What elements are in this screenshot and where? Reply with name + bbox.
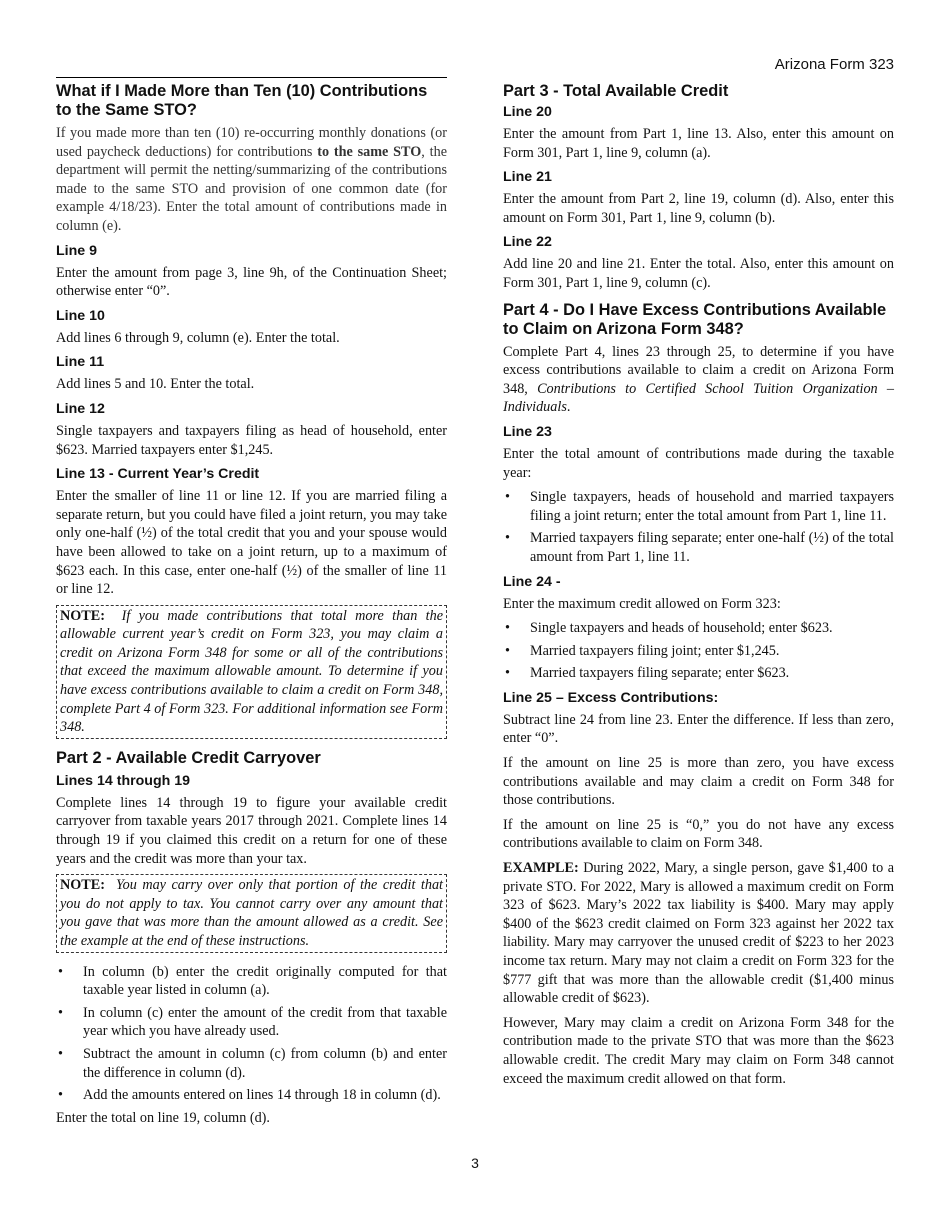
lines-14-19-heading: Lines 14 through 19 bbox=[56, 772, 191, 789]
part-2-title: Part 2 - Available Credit Carryover bbox=[56, 748, 321, 767]
list-item: • In column (c) enter the amount of the credit from that taxable year which you have already used. bbox=[58, 1004, 447, 1040]
right-column bbox=[503, 82, 894, 1094]
line-13-text: Enter the smaller of line 11 or line 12. If you are married filing a separate return, but you could have filed a joint return, you may take only one-half (½) of the total credit that you and your spouse would have been allowed to take on a joint return, up to a maximum of $623 each. In this case, enter one-half (½) of the smaller of line 11 or line 12. bbox=[56, 488, 447, 598]
line-20-text: Enter the amount from Part 1, line 13. Also, enter this amount on Form 301, Part 1, line 9, column (a). bbox=[503, 126, 894, 161]
list-item: • Married taxpayers filing joint; enter $1,245. bbox=[505, 642, 780, 659]
list-item: • Single taxpayers, heads of household and married taxpayers filing a joint return; enter the total amount from Part 1, line 11. bbox=[505, 489, 894, 524]
lines-14-19-text: Complete lines 14 through 19 to figure your available credit carryover from taxable years 2017 through 2021. Complete lines 14 through 19 if you claimed this credit on a return for one of these years and the credit was more than your tax. bbox=[56, 794, 447, 867]
line-9-heading: Line 9 bbox=[56, 242, 97, 259]
example-text: EXAMPLE: During 2022, Mary, a single person, gave $1,400 to a private STO. For 2022, Mary is allowed a maximum credit on Form 323 of $623. Mary’s 2022 tax liability is $400. Mary may apply $400 of the $623 credit claimed on Form 323 against her 2022 tax liability. Mary may carryover the unused credit of $223 to her 2023 income tax return. Mary may not claim a credit on Form 323 for the $777 gift that was more than the allowable credit ($1,400 minus allowable credit of $623). bbox=[503, 860, 894, 1007]
part-3-title: Part 3 - Total Available Credit bbox=[503, 82, 729, 100]
note-text: You may carry over only that portion of the credit that you do not apply to tax. You cannot carry over any amount that you gave that was more than the amount allowed as a credit. See the example at the end of these instructions. bbox=[60, 877, 443, 949]
line-24-text: Enter the maximum credit allowed on Form 323: bbox=[503, 595, 781, 612]
line-11-text: Add lines 5 and 10. Enter the total. bbox=[56, 376, 255, 393]
carryover-bullet-list bbox=[56, 963, 447, 1105]
left-column bbox=[56, 82, 447, 1133]
line-24-bullet-list bbox=[503, 619, 894, 683]
list-item: • Subtract the amount in column (c) from column (b) and enter the difference in column (d). bbox=[58, 1045, 447, 1081]
line-12-text: Single taxpayers and taxpayers filing as head of household, enter $623. Married taxpayers enter $1,245. bbox=[56, 422, 447, 458]
line-23-heading: Line 23 bbox=[503, 423, 552, 440]
note-box-excess bbox=[56, 605, 447, 739]
part-4-intro: Complete Part 4, lines 23 through 25, to determine if you have excess contributions available to claim a credit on Arizona Form 348, Contributions to Certified School Tuition Organization – Individuals. bbox=[503, 343, 894, 416]
line-23-bullet-list bbox=[503, 488, 894, 566]
list-item: • Married taxpayers filing separate; enter one-half (½) of the total amount from Part 1, line 11. bbox=[505, 530, 894, 565]
line-11-heading: Line 11 bbox=[56, 354, 105, 371]
line-22-text: Add line 20 and line 21. Enter the total. Also, enter this amount on Form 301, Part 1, line 9, column (c). bbox=[503, 256, 894, 291]
line-12-heading: Line 12 bbox=[56, 400, 105, 417]
line-23-text: Enter the total amount of contributions made during the taxable year: bbox=[503, 445, 894, 481]
list-item: • Add the amounts entered on lines 14 through 18 in column (d). bbox=[58, 1087, 441, 1104]
line-10-heading: Line 10 bbox=[56, 307, 105, 324]
line-25-text-2: If the amount on line 25 is more than zero, you have excess contributions available and may claim a credit on Form 348 for those contributions. bbox=[503, 755, 894, 809]
list-item: • In column (b) enter the credit originally computed for that taxable year listed in column (a). bbox=[58, 963, 447, 999]
form-name: Arizona Form 323 bbox=[774, 56, 894, 73]
line-19-closing-text: Enter the total on line 19, column (d). bbox=[56, 1109, 270, 1126]
line-22-heading: Line 22 bbox=[503, 234, 552, 251]
note-box-carryover bbox=[56, 874, 447, 952]
line-10-text: Add lines 6 through 9, column (e). Enter the total. bbox=[56, 329, 340, 346]
section-title-ten-contributions: What if I Made More than Ten (10) Contributions to the Same STO? bbox=[56, 82, 428, 119]
part-4-title: Part 4 - Do I Have Excess Contributions Available to Claim on Arizona Form 348? bbox=[503, 300, 887, 338]
line-21-text: Enter the amount from Part 2, line 19, column (d). Also, enter this amount on Form 301, Part 1, line 9, column (b). bbox=[503, 191, 894, 226]
line-24-heading: Line 24 - bbox=[503, 573, 561, 590]
list-item: • Single taxpayers and heads of household; enter $623. bbox=[505, 620, 833, 637]
line-25-text-1: Subtract line 24 from line 23. Enter the difference. If less than zero, enter “0”. bbox=[503, 711, 894, 747]
line-25-text-3: If the amount on line 25 is “0,” you do not have any excess contributions available to claim on Form 348. bbox=[503, 816, 894, 852]
note-label: NOTE: bbox=[60, 607, 105, 624]
ten-contributions-text: If you made more than ten (10) re-occurring monthly donations (or used paycheck deductions) for contributions to the same STO, the department will permit the netting/summarizing of the contributions made to the same STO and provision of one common date (for example 4/18/23). Enter the total amount of contributions made in column (e). bbox=[56, 125, 447, 234]
line-9-text: Enter the amount from page 3, line 9h, of the Continuation Sheet; otherwise enter “0”. bbox=[56, 264, 447, 300]
example-followup-text: However, Mary may claim a credit on Arizona Form 348 for the contribution made to the private STO that was more than the $623 allowable credit. The credit Mary may claim on Form 348 cannot exceed the maximum credit allowed on that form. bbox=[503, 1014, 894, 1087]
line-21-heading: Line 21 bbox=[503, 169, 552, 186]
header-rule bbox=[56, 77, 447, 78]
list-item: • Married taxpayers filing separate; enter $623. bbox=[505, 665, 790, 682]
note-label: NOTE: bbox=[60, 877, 105, 894]
line-13-heading: Line 13 - Current Year’s Credit bbox=[56, 466, 260, 483]
line-20-heading: Line 20 bbox=[503, 104, 552, 120]
line-25-heading: Line 25 – Excess Contributions: bbox=[503, 689, 719, 706]
page-number: 3 bbox=[471, 1155, 479, 1171]
note-text: If you made contributions that total more than the allowable current year’s credit on Form 323, you may claim a credit on Arizona Form 348 for some or all of the contributions that exceed the maximum allowable amount. To determine if you have excess contributions available to claim a credit on Form 348, complete Part 4 of Form 323. For additional information see Form 348. bbox=[60, 607, 444, 736]
